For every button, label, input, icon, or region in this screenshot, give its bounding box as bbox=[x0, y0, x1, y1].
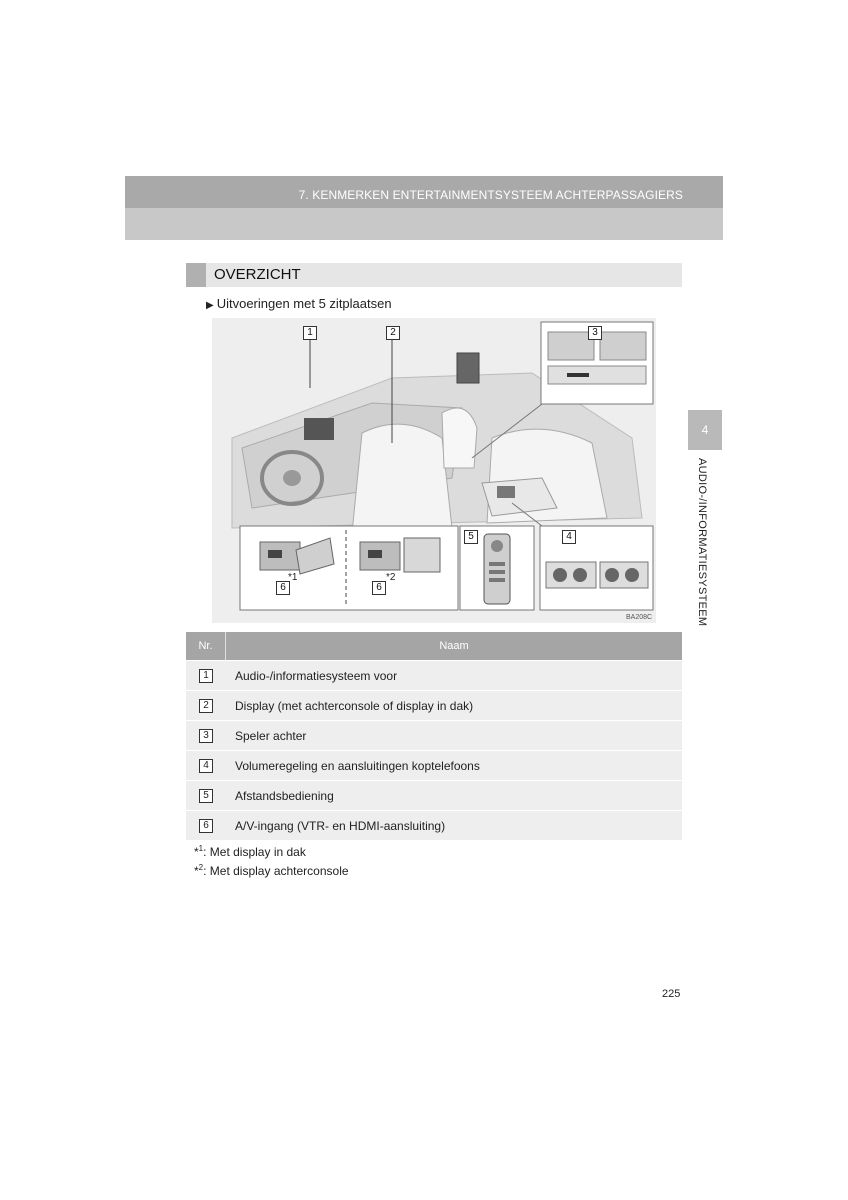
row-number: 2 bbox=[199, 699, 213, 713]
car-interior-drawing bbox=[212, 318, 656, 623]
row-number: 5 bbox=[199, 789, 213, 803]
table-row bbox=[186, 720, 682, 750]
row-number: 6 bbox=[199, 819, 213, 833]
table-header bbox=[186, 632, 682, 660]
chapter-title: 7. KENMERKEN ENTERTAINMENTSYSTEEM ACHTERPASSAGIERS bbox=[298, 188, 683, 202]
components-table bbox=[186, 632, 682, 840]
row-number: 4 bbox=[199, 759, 213, 773]
footnote-1: *$^1$: Met display in dak bbox=[194, 844, 306, 859]
row-name: Speler achter bbox=[235, 728, 307, 743]
variant-line bbox=[206, 296, 392, 311]
chapter-tab-label: AUDIO-/INFORMATIESYSTEEM bbox=[696, 458, 708, 627]
section-marker bbox=[186, 263, 206, 287]
callout-5: 5 bbox=[464, 530, 478, 544]
footnotes bbox=[194, 841, 349, 879]
row-name: Volumeregeling en aansluitingen koptelefoons bbox=[235, 758, 480, 773]
header-naam: Naam bbox=[439, 640, 469, 652]
callout-1: 1 bbox=[303, 326, 317, 340]
footnote-2: *$^2$: Met display achterconsole bbox=[194, 863, 349, 878]
table-row bbox=[186, 780, 682, 810]
section-heading bbox=[186, 263, 682, 287]
row-name: A/V-ingang (VTR- en HDMI-aansluiting) bbox=[235, 818, 446, 833]
row-number: 3 bbox=[199, 729, 213, 743]
callout-4: 4 bbox=[562, 530, 576, 544]
chapter-header bbox=[125, 176, 723, 240]
superscript-1: *1 bbox=[288, 572, 298, 583]
row-number: 1 bbox=[199, 669, 213, 683]
variant-text: Uitvoeringen met 5 zitplaatsen bbox=[216, 296, 392, 311]
table-row bbox=[186, 690, 682, 720]
row-name: Display (met achterconsole of display in dak) bbox=[235, 698, 474, 713]
table-row bbox=[186, 750, 682, 780]
triangle-bullet-icon: ▶ bbox=[206, 300, 214, 311]
callout-6-roof: 6 bbox=[276, 581, 290, 595]
section-title: OVERZICHT bbox=[214, 266, 301, 283]
table-row bbox=[186, 660, 682, 690]
callout-2: 2 bbox=[386, 326, 400, 340]
figure-code: BA208C bbox=[626, 614, 653, 621]
callout-6-console: 6 bbox=[372, 581, 386, 595]
superscript-2: *2 bbox=[386, 572, 396, 583]
row-name: Audio-/informatiesysteem voor bbox=[235, 668, 398, 683]
page-number: 225 bbox=[662, 988, 681, 1000]
table-row bbox=[186, 810, 682, 840]
row-name: Afstandsbediening bbox=[235, 788, 334, 803]
chapter-tab-number: 4 bbox=[688, 410, 722, 450]
interior-illustration bbox=[212, 318, 656, 623]
callout-3: 3 bbox=[588, 326, 602, 340]
header-nr: Nr. bbox=[186, 632, 226, 660]
